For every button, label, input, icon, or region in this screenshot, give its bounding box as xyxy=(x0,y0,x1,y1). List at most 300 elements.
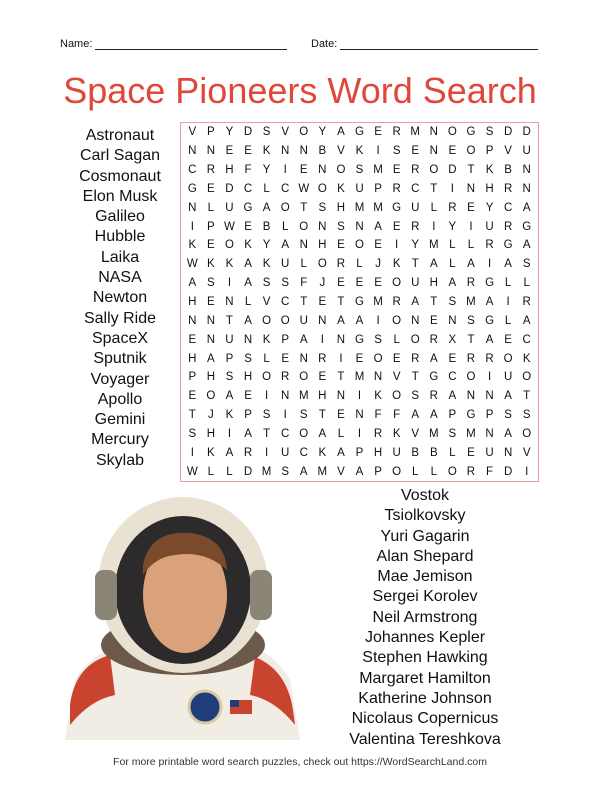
grid-letter: S xyxy=(281,465,290,478)
grid-letter: R xyxy=(373,427,383,440)
grid-letter: I xyxy=(376,145,380,158)
grid-letter: U xyxy=(225,201,234,214)
grid-letter: O xyxy=(280,314,290,327)
grid-letter: O xyxy=(522,427,532,440)
grid-letter: N xyxy=(411,314,420,327)
grid-letter: P xyxy=(281,333,290,346)
grid-letter: O xyxy=(503,352,513,365)
grid-letter: S xyxy=(355,164,364,177)
word-list-item: Skylab xyxy=(95,451,145,469)
grid-letter: K xyxy=(225,258,234,271)
grid-letter: A xyxy=(522,239,531,252)
grid-letter: F xyxy=(393,409,401,422)
grid-letter: O xyxy=(280,201,290,214)
grid-letter: I xyxy=(395,239,399,252)
grid-letter: L xyxy=(504,314,512,327)
grid-letter: T xyxy=(411,258,419,271)
grid-letter: A xyxy=(429,409,438,422)
grid-letter: I xyxy=(339,352,343,365)
word-list-item: Valentina Tereshkova xyxy=(349,730,501,748)
grid-letter: E xyxy=(467,446,475,459)
grid-letter: W xyxy=(186,465,198,478)
grid-letter: K xyxy=(188,239,197,252)
grid-letter: M xyxy=(373,295,383,308)
grid-letter: E xyxy=(504,333,512,346)
grid-letter: L xyxy=(430,465,437,478)
grid-letter: A xyxy=(262,201,271,214)
grid-letter: L xyxy=(449,239,456,252)
grid-letter: A xyxy=(188,277,197,290)
grid-letter: K xyxy=(374,390,382,403)
grid-letter: U xyxy=(355,182,364,195)
grid-letter: E xyxy=(207,295,215,308)
grid-letter: T xyxy=(300,201,308,214)
grid-letter: T xyxy=(263,427,271,440)
grid-letter: A xyxy=(504,258,512,271)
grid-letter: A xyxy=(281,239,290,252)
date-line xyxy=(340,38,538,50)
grid-letter: R xyxy=(392,126,401,139)
grid-letter: L xyxy=(300,258,307,271)
grid-letter: M xyxy=(317,465,328,478)
grid-letter: B xyxy=(318,145,327,158)
grid-letter: D xyxy=(503,465,513,478)
grid-letter: B xyxy=(429,446,438,459)
grid-letter: O xyxy=(336,164,346,177)
grid-letter: A xyxy=(411,409,420,422)
grid-letter: D xyxy=(243,465,253,478)
grid-letter: P xyxy=(244,409,252,422)
grid-letter: N xyxy=(448,314,457,327)
page-title: Space Pioneers Word Search xyxy=(63,70,537,111)
grid-letter: S xyxy=(374,333,382,346)
grid-letter: R xyxy=(429,390,438,403)
grid-letter: H xyxy=(373,446,383,459)
grid-letter: L xyxy=(412,465,419,478)
grid-letter: E xyxy=(429,314,438,327)
grid-letter: E xyxy=(374,277,382,290)
grid-letter: K xyxy=(262,333,271,346)
grid-letter: D xyxy=(448,164,457,177)
grid-letter: R xyxy=(392,295,401,308)
grid-letter: R xyxy=(411,164,420,177)
grid-letter: A xyxy=(522,201,531,214)
grid-letter: I xyxy=(190,446,194,459)
word-list-item: Carl Sagan xyxy=(79,147,161,165)
word-list-item: Cosmonaut xyxy=(79,167,161,185)
grid-letter: K xyxy=(244,239,252,252)
grid-letter: S xyxy=(207,277,215,290)
grid-letter: I xyxy=(450,182,454,195)
grid-letter: A xyxy=(411,295,420,308)
grid-letter: E xyxy=(318,371,327,384)
grid-letter: N xyxy=(466,182,476,195)
grid-letter: N xyxy=(485,427,494,440)
grid-letter: E xyxy=(337,239,345,252)
grid-letter: N xyxy=(299,352,308,365)
grid-letter: G xyxy=(503,239,513,252)
grid-letter: R xyxy=(392,182,401,195)
grid-letter: O xyxy=(299,126,309,139)
grid-letter: T xyxy=(188,409,196,422)
grid-letter: L xyxy=(467,239,475,252)
grid-letter: E xyxy=(244,145,252,158)
grid-letter: I xyxy=(227,277,232,290)
grid-letter: A xyxy=(504,427,512,440)
grid-letter: G xyxy=(355,333,364,346)
grid-letter: E xyxy=(299,164,308,177)
grid-letter: A xyxy=(299,465,308,478)
grid-letter: N xyxy=(225,295,234,308)
grid-letter: S xyxy=(262,277,271,290)
grid-letter: O xyxy=(447,126,457,139)
grid-letter: K xyxy=(392,258,401,271)
grid-letter: V xyxy=(522,446,531,459)
grid-letter: E xyxy=(467,201,475,214)
grid-letter: Y xyxy=(262,164,271,177)
grid-letter: O xyxy=(373,352,383,365)
grid-letter: L xyxy=(263,352,270,365)
grid-letter: N xyxy=(466,390,476,403)
grid-letter: A xyxy=(337,446,345,459)
grid-letter: E xyxy=(188,390,197,403)
grid-letter: N xyxy=(355,409,364,422)
grid-letter: V xyxy=(337,145,345,158)
grid-letter: A xyxy=(244,314,252,327)
grid-letter: O xyxy=(392,314,402,327)
grid-letter: E xyxy=(337,277,345,290)
grid-letter: G xyxy=(392,201,402,214)
grid-letter: G xyxy=(355,126,364,139)
grid-letter: O xyxy=(392,277,402,290)
grid-letter: M xyxy=(429,427,439,440)
grid-letter: M xyxy=(354,201,365,214)
grid-letter: N xyxy=(188,145,197,158)
grid-letter: T xyxy=(523,390,531,403)
grid-letter: H xyxy=(318,390,327,403)
grid-letter: W xyxy=(298,182,310,195)
grid-letter: I xyxy=(265,446,269,459)
grid-letter: R xyxy=(206,164,216,177)
grid-letter: H xyxy=(188,352,197,365)
grid-letter: G xyxy=(522,220,532,233)
grid-letter: A xyxy=(337,314,345,327)
word-list-item: Sally Ride xyxy=(83,309,157,327)
grid-letter: I xyxy=(432,220,436,233)
grid-letter: E xyxy=(337,409,345,422)
astronaut-illustration xyxy=(55,495,305,740)
word-list-item: Galileo xyxy=(95,208,145,226)
grid-letter: U xyxy=(411,277,420,290)
grid-letter: L xyxy=(504,277,512,290)
name-line xyxy=(95,38,287,50)
grid-letter: I xyxy=(190,220,194,233)
grid-letter: L xyxy=(226,465,233,478)
grid-letter: R xyxy=(336,258,346,271)
grid-letter: N xyxy=(336,333,346,346)
grid-letter: I xyxy=(525,465,529,478)
grid-letter: L xyxy=(449,446,456,459)
grid-letter: V xyxy=(411,427,420,440)
grid-letter: E xyxy=(244,390,252,403)
grid-letter: T xyxy=(225,314,233,327)
grid-letter: S xyxy=(448,427,457,440)
grid-letter: R xyxy=(466,352,476,365)
grid-letter: K xyxy=(262,145,271,158)
grid-letter: E xyxy=(448,145,457,158)
grid-letter: T xyxy=(467,333,475,346)
grid-letter: A xyxy=(318,427,327,440)
grid-letter: Y xyxy=(485,201,494,214)
grid-letter: H xyxy=(206,371,216,384)
grid-letter: M xyxy=(429,239,439,252)
grid-letter: N xyxy=(318,220,327,233)
grid-letter: S xyxy=(522,409,531,422)
grid-letter: G xyxy=(466,409,476,422)
grid-letter: C xyxy=(243,182,253,195)
grid-letter: E xyxy=(392,352,401,365)
word-list-item: Laika xyxy=(100,248,140,266)
grid-letter: A xyxy=(485,295,494,308)
grid-letter: A xyxy=(225,446,234,459)
grid-letter: E xyxy=(188,333,197,346)
grid-letter: C xyxy=(281,427,290,440)
grid-letter: E xyxy=(448,352,457,365)
grid-letter: B xyxy=(504,164,512,177)
word-list-item: Yuri Gagarin xyxy=(380,527,470,545)
grid-letter: E xyxy=(207,239,215,252)
grid-letter: K xyxy=(207,446,215,459)
word-list-item: Astronaut xyxy=(85,127,155,144)
grid-letter: T xyxy=(300,295,308,308)
grid-letter: F xyxy=(244,164,252,177)
word-list-item: Katherine Johnson xyxy=(358,689,492,707)
grid-letter: R xyxy=(411,220,420,233)
grid-letter: S xyxy=(262,126,271,139)
grid-letter: M xyxy=(466,427,476,440)
grid-letter: A xyxy=(244,258,252,271)
grid-letter: R xyxy=(281,371,290,384)
grid-letter: O xyxy=(299,371,309,384)
grid-letter: V xyxy=(392,371,401,384)
grid-letter: E xyxy=(318,295,327,308)
grid-letter: N xyxy=(318,314,327,327)
grid-letter: U xyxy=(281,446,290,459)
letter-grid xyxy=(180,122,539,482)
grid-letter: M xyxy=(373,201,383,214)
grid-letter: T xyxy=(318,409,326,422)
grid-letter: O xyxy=(392,465,402,478)
grid-letter: D xyxy=(225,182,234,195)
grid-letter: M xyxy=(298,390,309,403)
grid-letter: L xyxy=(207,201,215,214)
grid-letter: X xyxy=(448,333,457,346)
grid-letter: G xyxy=(485,314,495,327)
grid-letter: K xyxy=(318,446,327,459)
grid-letter: A xyxy=(355,314,364,327)
grid-letter: C xyxy=(299,446,308,459)
grid-letter: H xyxy=(225,164,234,177)
grid-letter: G xyxy=(187,182,197,195)
grid-letter: U xyxy=(225,333,234,346)
grid-letter: G xyxy=(485,277,495,290)
grid-letter: U xyxy=(392,446,401,459)
grid-letter: H xyxy=(336,201,346,214)
grid-letter: O xyxy=(317,182,327,195)
grid-letter: P xyxy=(485,409,494,422)
grid-letter: A xyxy=(504,390,512,403)
grid-letter: R xyxy=(485,239,494,252)
grid-letter: K xyxy=(337,182,345,195)
grid-letter: H xyxy=(243,371,253,384)
grid-letter: M xyxy=(261,465,272,478)
word-list-item: Newton xyxy=(92,289,148,307)
grid-letter: R xyxy=(466,277,476,290)
word-list-item: Alan Shepard xyxy=(376,547,474,565)
grid-letter: W xyxy=(224,220,235,233)
grid-letter: L xyxy=(263,182,270,195)
word-list-item: Stephen Hawking xyxy=(362,649,488,667)
grid-letter: L xyxy=(337,427,345,440)
grid-letter: N xyxy=(522,164,531,177)
grid-letter: T xyxy=(430,295,438,308)
grid-letter: Y xyxy=(448,220,457,233)
date-field[interactable] xyxy=(311,38,538,50)
grid-letter: L xyxy=(430,201,437,214)
grid-letter: K xyxy=(355,145,364,158)
grid-letter: J xyxy=(375,258,381,271)
grid-letter: N xyxy=(206,314,216,327)
grid-letter: P xyxy=(188,371,197,384)
grid-letter: S xyxy=(318,201,327,214)
grid-letter: S xyxy=(188,427,197,440)
grid-letter: M xyxy=(466,295,476,308)
grid-letter: O xyxy=(224,239,234,252)
grid-letter: L xyxy=(356,258,363,271)
grid-letter: O xyxy=(466,145,476,158)
grid-letter: A xyxy=(467,258,475,271)
grid-letter: N xyxy=(188,314,197,327)
grid-letter: N xyxy=(429,145,438,158)
grid-letter: U xyxy=(299,314,308,327)
grid-letter: A xyxy=(355,465,364,478)
grid-letter: K xyxy=(225,409,234,422)
word-list-item: Elon Musk xyxy=(82,187,158,205)
grid-letter: P xyxy=(448,409,457,422)
grid-letter: A xyxy=(299,333,308,346)
grid-letter: P xyxy=(225,352,234,365)
grid-letter: J xyxy=(207,409,214,422)
grid-letter: T xyxy=(337,295,345,308)
grid-letter: R xyxy=(318,352,327,365)
grid-letter: O xyxy=(429,164,439,177)
grid-letter: P xyxy=(207,220,215,233)
grid-letter: Y xyxy=(262,239,271,252)
grid-letter: A xyxy=(244,277,252,290)
grid-letter: E xyxy=(355,277,364,290)
grid-letter: T xyxy=(337,371,345,384)
word-list-item: Tsiolkovsky xyxy=(384,507,466,525)
grid-letter: U xyxy=(503,371,513,384)
grid-letter: R xyxy=(522,295,531,308)
grid-letter: I xyxy=(469,220,473,233)
grid-letter: R xyxy=(466,465,476,478)
word-list-item: SpaceX xyxy=(91,329,149,347)
grid-letter: T xyxy=(430,182,438,195)
grid-letter: L xyxy=(281,220,289,233)
grid-letter: L xyxy=(244,295,252,308)
grid-letter: I xyxy=(227,427,232,440)
word-list-item: NASA xyxy=(98,269,142,287)
word-list-item: Vostok xyxy=(400,487,450,504)
grid-letter: B xyxy=(411,446,420,459)
grid-letter: K xyxy=(485,164,494,177)
grid-letter: S xyxy=(225,371,234,384)
word-list-item: Apollo xyxy=(97,390,143,408)
grid-letter: R xyxy=(429,333,438,346)
grid-letter: P xyxy=(374,182,382,195)
grid-letter: R xyxy=(485,352,494,365)
grid-letter: E xyxy=(207,182,215,195)
grid-letter: O xyxy=(447,465,457,478)
word-list-item: Nicolaus Copernicus xyxy=(351,710,499,728)
grid-letter: A xyxy=(244,427,252,440)
grid-letter: I xyxy=(357,390,362,403)
word-list-item: Mae Jemison xyxy=(377,568,473,586)
date-label: Date: xyxy=(311,38,338,50)
grid-letter: F xyxy=(486,465,494,478)
grid-letter: B xyxy=(262,220,271,233)
grid-letter: H xyxy=(188,295,197,308)
grid-letter: P xyxy=(207,126,215,139)
grid-letter: L xyxy=(393,333,400,346)
grid-letter: S xyxy=(411,390,420,403)
grid-letter: Y xyxy=(411,239,420,252)
word-list-item: Hubble xyxy=(94,228,146,246)
grid-letter: K xyxy=(207,258,215,271)
grid-letter: E xyxy=(225,145,234,158)
word-list-left xyxy=(60,126,180,471)
grid-letter: V xyxy=(188,126,197,139)
grid-letter: S xyxy=(504,409,512,422)
grid-letter: A xyxy=(225,390,234,403)
grid-letter: C xyxy=(281,182,290,195)
grid-letter: N xyxy=(243,333,253,346)
grid-letter: I xyxy=(376,314,380,327)
grid-letter: C xyxy=(503,201,513,214)
grid-letter: E xyxy=(392,220,401,233)
grid-letter: K xyxy=(522,352,531,365)
grid-letter: P xyxy=(374,465,382,478)
grid-letter: I xyxy=(283,164,287,177)
name-field[interactable] xyxy=(60,38,287,50)
grid-letter: T xyxy=(467,164,475,177)
grid-letter: I xyxy=(283,409,287,422)
grid-letter: S xyxy=(522,258,531,271)
grid-letter: O xyxy=(299,427,309,440)
grid-letter: O xyxy=(466,371,476,384)
grid-letter: N xyxy=(318,164,327,177)
grid-letter: M xyxy=(410,126,421,139)
grid-letter: A xyxy=(207,352,215,365)
grid-letter: C xyxy=(522,333,531,346)
grid-letter: L xyxy=(523,277,530,290)
grid-letter: S xyxy=(467,314,475,327)
grid-letter: O xyxy=(262,314,272,327)
grid-letter: S xyxy=(281,277,290,290)
grid-letter: E xyxy=(355,352,364,365)
grid-letter: R xyxy=(503,182,513,195)
